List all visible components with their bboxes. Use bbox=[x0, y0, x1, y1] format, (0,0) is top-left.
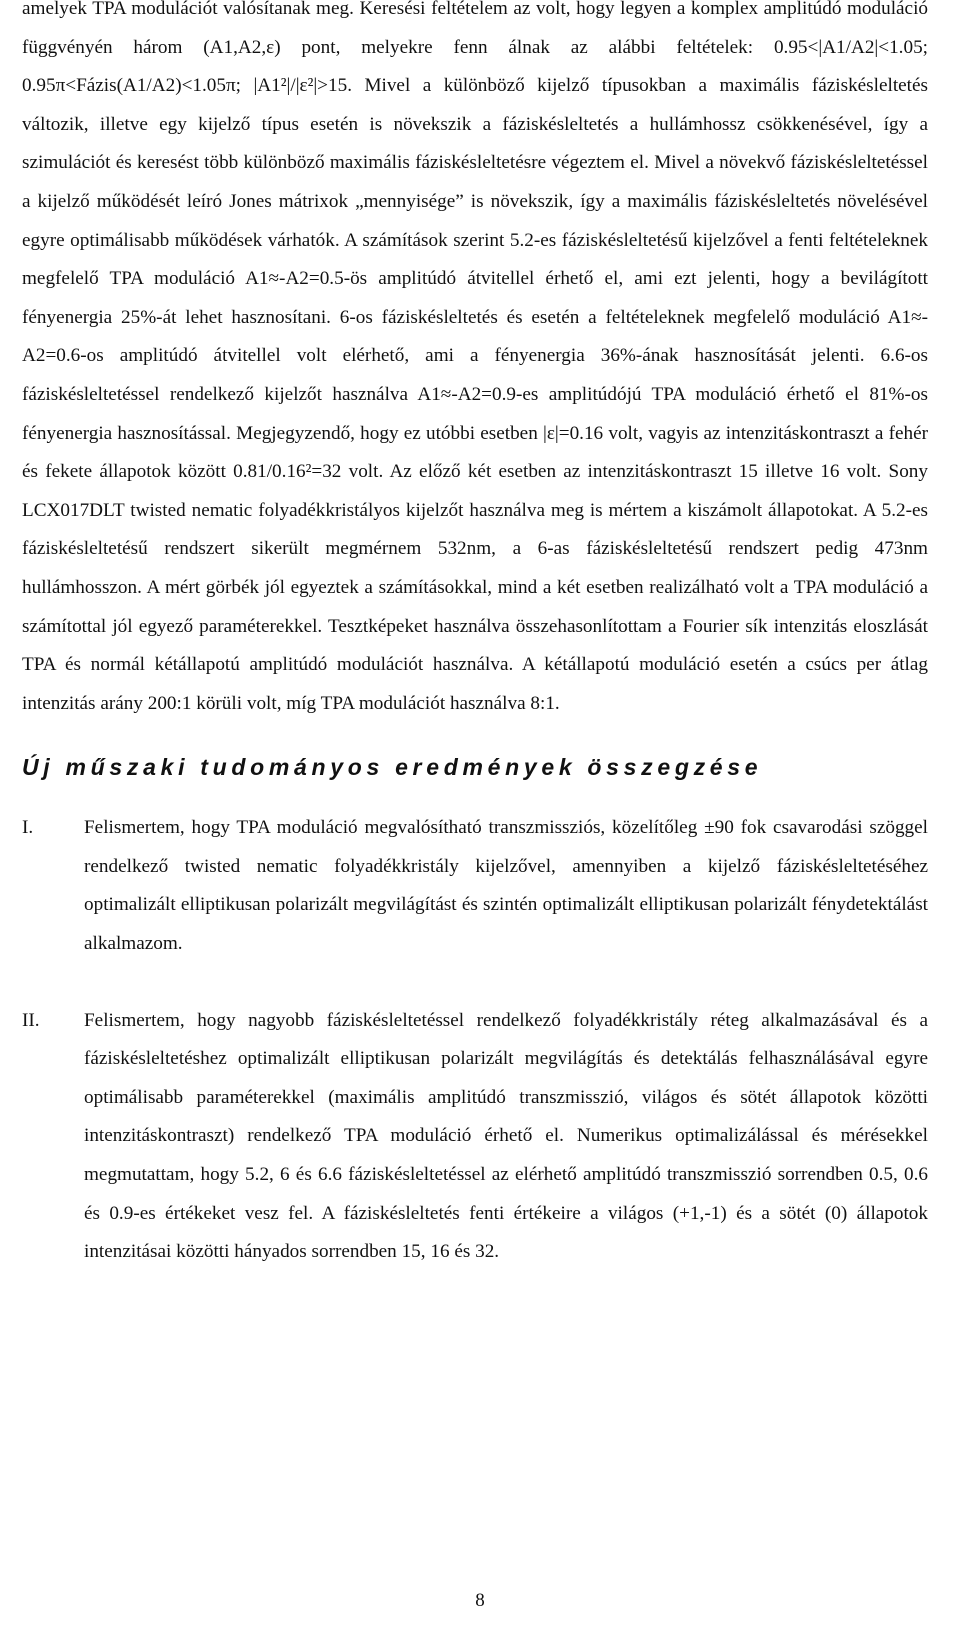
result-number-1: I. bbox=[22, 817, 34, 839]
document-page bbox=[22, 0, 928, 1272]
result-text-1: Felismertem, hogy TPA moduláció megvalósítható transzmissziós, közelítőleg ±90 fok csavarodási szöggel rendelkező twisted nematic folyadékkristály kijelzővel, amennyiben a kijelző fáziskésleltetéséhez optimalizált elliptikusan polarizált megvilágítást és szintén optimalizált elliptikusan polarizált fénydetektálást alkalmazom. bbox=[84, 817, 928, 955]
result-item-1 bbox=[22, 809, 928, 963]
page-number: 8 bbox=[475, 1590, 485, 1611]
result-item-2 bbox=[22, 1002, 928, 1272]
item-spacer bbox=[22, 964, 928, 1002]
result-text-2: Felismertem, hogy nagyobb fáziskésleltetéssel rendelkező folyadékkristály réteg alkalmazásával és a fáziskésleltetéshez optimalizált elliptikusan polarizált megvilágítás és detektálás felhasználásával egyre optimálisabb paraméterekkel (maximális amplitúdó transzmisszió, világos és sötét állapotok közötti intenzitáskontraszt) rendelkező TPA moduláció érhető el. Numerikus optimalizálással és mérésekkel megmutattam, hogy 5.2, 6 és 6.6 fáziskésleltetéssel az elérhető amplitúdó transzmisszió sorrendben 0.5, 0.6 és 0.9-es értékeket vesz fel. A fáziskésleltetés fenti értékeire a világos (+1,-1) és a sötét (0) állapotok intenzitásai közötti hányados sorrendben 15, 16 és 32. bbox=[84, 1009, 928, 1263]
section-heading: Új műszaki tudományos eredmények összegzése bbox=[22, 754, 763, 781]
intro-paragraph: amelyek TPA modulációt valósítanak meg. Keresési feltételem az volt, hogy legyen a komplex amplitúdó moduláció függvényén három (A1,A2,ε) pont, melyekre fenn álnak az alábbi feltételek: 0.95<|A1/A2|<1.05; 0.95π<Fázis(A1/A2)<1.05π; |A1²|/|ε²|>15. Mivel a különböző kijelző típusokban a maximális fáziskésleltetés változik, illetve egy kijelző típus esetén is növekszik a fáziskésleltetés a hullámhossz csökkenésével, így a szimulációt és keresést több különböző maximális fáziskésleltetésre végeztem el. Mivel a növekvő fáziskésleltetéssel a kijelző működését leíró Jones mátrixok „mennyisége” is növekszik, így a maximális fáziskésleltetés növelésével egyre optimálisabb működések várhatók. A számítások szerint 5.2-es fáziskésleltetésű kijelzővel a fenti feltételeknek megfelelő TPA moduláció A1≈-A2=0.5-ös amplitúdó átvitellel érhető el, ami ezt jelenti, hogy a bevilágított fényenergia 25%-át lehet hasznosítani. 6-os fáziskésleltetés és esetén a feltételeknek megfelelő moduláció A1≈-A2=0.6-os amplitúdó átvitellel volt elérhető, ami a fényenergia 36%-ának hasznosítását jelenti. 6.6-os fáziskésleltetéssel rendelkező kijelzőt használva A1≈-A2=0.9-es amplitúdójú TPA moduláció érhető el 81%-os fényenergia hasznosítással. Megjegyzendő, hogy ez utóbbi esetben |ε|=0.16 volt, vagyis az intenzitáskontraszt a fehér és fekete állapotok között 0.81/0.16²=32 volt. Az előző két esetben az intenzitáskontraszt 15 illetve 16 volt. Sony LCX017DLT twisted nematic folyadékkristályos kijelzőt használva meg is mértem a kiszámolt állapotokat. A 5.2-es fáziskésleltetésű rendszert sikerült megmérnem 532nm, a 6-as fáziskésleltetésű rendszert pedig 473nm hullámhosszon. A mért görbék jól egyeztek a számításokkal, mind a két esetben realizálható volt a TPA moduláció a számítottal jól egyező paraméterekkel. Tesztképeket használva összehasonlítottam a Fourier sík intenzitás eloszlását TPA és normál kétállapotú amplitúdó modulációt használva. A kétállapotú moduláció esetén a csúcs per átlag intenzitás arány 200:1 körüli volt, míg TPA modulációt használva 8:1. bbox=[22, 0, 928, 714]
result-number-2: II. bbox=[22, 1009, 40, 1031]
